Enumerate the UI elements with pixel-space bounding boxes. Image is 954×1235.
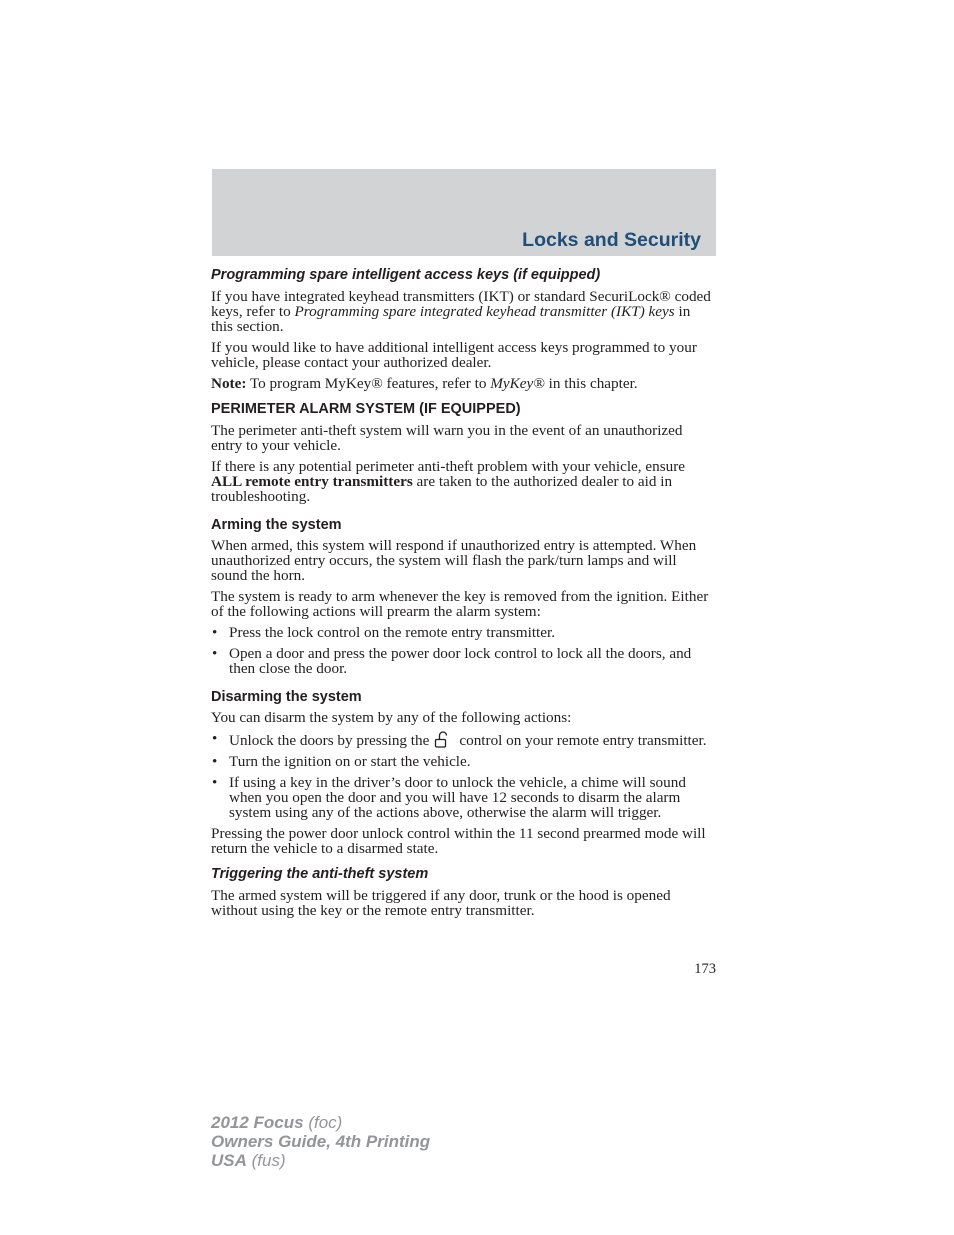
paragraph-ikt: If you have integrated keyhead transmitters (IKT) or standard SecuriLock® coded keys, refer to Programming spare integrated keyhead transmitter (IKT) keys in this section. — [211, 288, 711, 335]
note-label: Note: — [211, 375, 247, 392]
cross-reference-ikt: Programming spare integrated keyhead transmitter (IKT) keys — [294, 303, 675, 320]
paragraph-ready-to-arm: The system is ready to arm whenever the key is removed from the ignition. Either of the following actions will prearm the alarm system: — [211, 588, 709, 620]
paragraph-triggered: The armed system will be triggered if any door, trunk or the hood is opened without using the key or the remote entry transmitter. — [211, 887, 671, 919]
list-item: • Unlock the doors by pressing the control on your remote entry transmitter. — [211, 731, 716, 748]
section-title: Locks and Security — [522, 229, 701, 251]
page-number: 173 — [694, 961, 716, 977]
emphasis-all-transmitters: ALL remote entry transmitters — [211, 473, 413, 490]
list-item: • If using a key in the driver’s door to unlock the vehicle, a chime will sound when you open the door and you will have 12 seconds to disarm the alarm system using any of the actions above, otherwise the alarm will trigger. — [211, 775, 716, 820]
footer-line-guide: Owners Guide, 4th Printing — [211, 1132, 431, 1151]
unlock-icon — [433, 731, 453, 748]
list-item: • Turn the ignition on or start the vehicle. — [211, 754, 716, 769]
footer-line-region: USA (fus) — [211, 1151, 286, 1170]
arming-list — [211, 625, 716, 676]
note-mykey: Note: To program MyKey® features, refer to MyKey® in this chapter. — [211, 375, 638, 392]
paragraph-disarm-intro: You can disarm the system by any of the following actions: — [211, 709, 572, 726]
footer — [211, 1113, 430, 1170]
footer-line-model: 2012 Focus (foc) — [211, 1113, 343, 1132]
heading-triggering: Triggering the anti-theft system — [211, 866, 429, 882]
list-item: • Open a door and press the power door lock control to lock all the doors, and then close the door. — [211, 646, 716, 676]
heading-arming: Arming the system — [211, 517, 342, 533]
heading-perimeter-alarm: PERIMETER ALARM SYSTEM (IF EQUIPPED) — [211, 401, 521, 417]
disarming-list — [211, 731, 716, 820]
page-content — [211, 265, 716, 924]
paragraph-prearmed-mode: Pressing the power door unlock control within the 11 second prearmed mode will return the vehicle to a disarmed state. — [211, 825, 706, 857]
paragraph-perimeter-problem: If there is any potential perimeter anti-theft problem with your vehicle, ensure ALL remote entry transmitters are taken to the authorized dealer to aid in troubleshooting. — [211, 458, 686, 505]
list-item: • Press the lock control on the remote entry transmitter. — [211, 625, 716, 640]
paragraph-perimeter-warn: The perimeter anti-theft system will warn you in the event of an unauthorized entry to your vehicle. — [211, 422, 683, 454]
heading-programming-spare-keys: Programming spare intelligent access keys (if equipped) — [211, 267, 601, 283]
heading-disarming: Disarming the system — [211, 689, 362, 705]
cross-reference-mykey: MyKey® — [490, 375, 545, 392]
paragraph-armed: When armed, this system will respond if unauthorized entry is attempted. When unauthorized entry occurs, the system will flash the park/turn lamps and will sound the horn. — [211, 537, 697, 584]
paragraph-additional-keys: If you would like to have additional intelligent access keys programmed to your vehicle, please contact your authorized dealer. — [211, 339, 697, 371]
section-header-band — [212, 169, 716, 256]
